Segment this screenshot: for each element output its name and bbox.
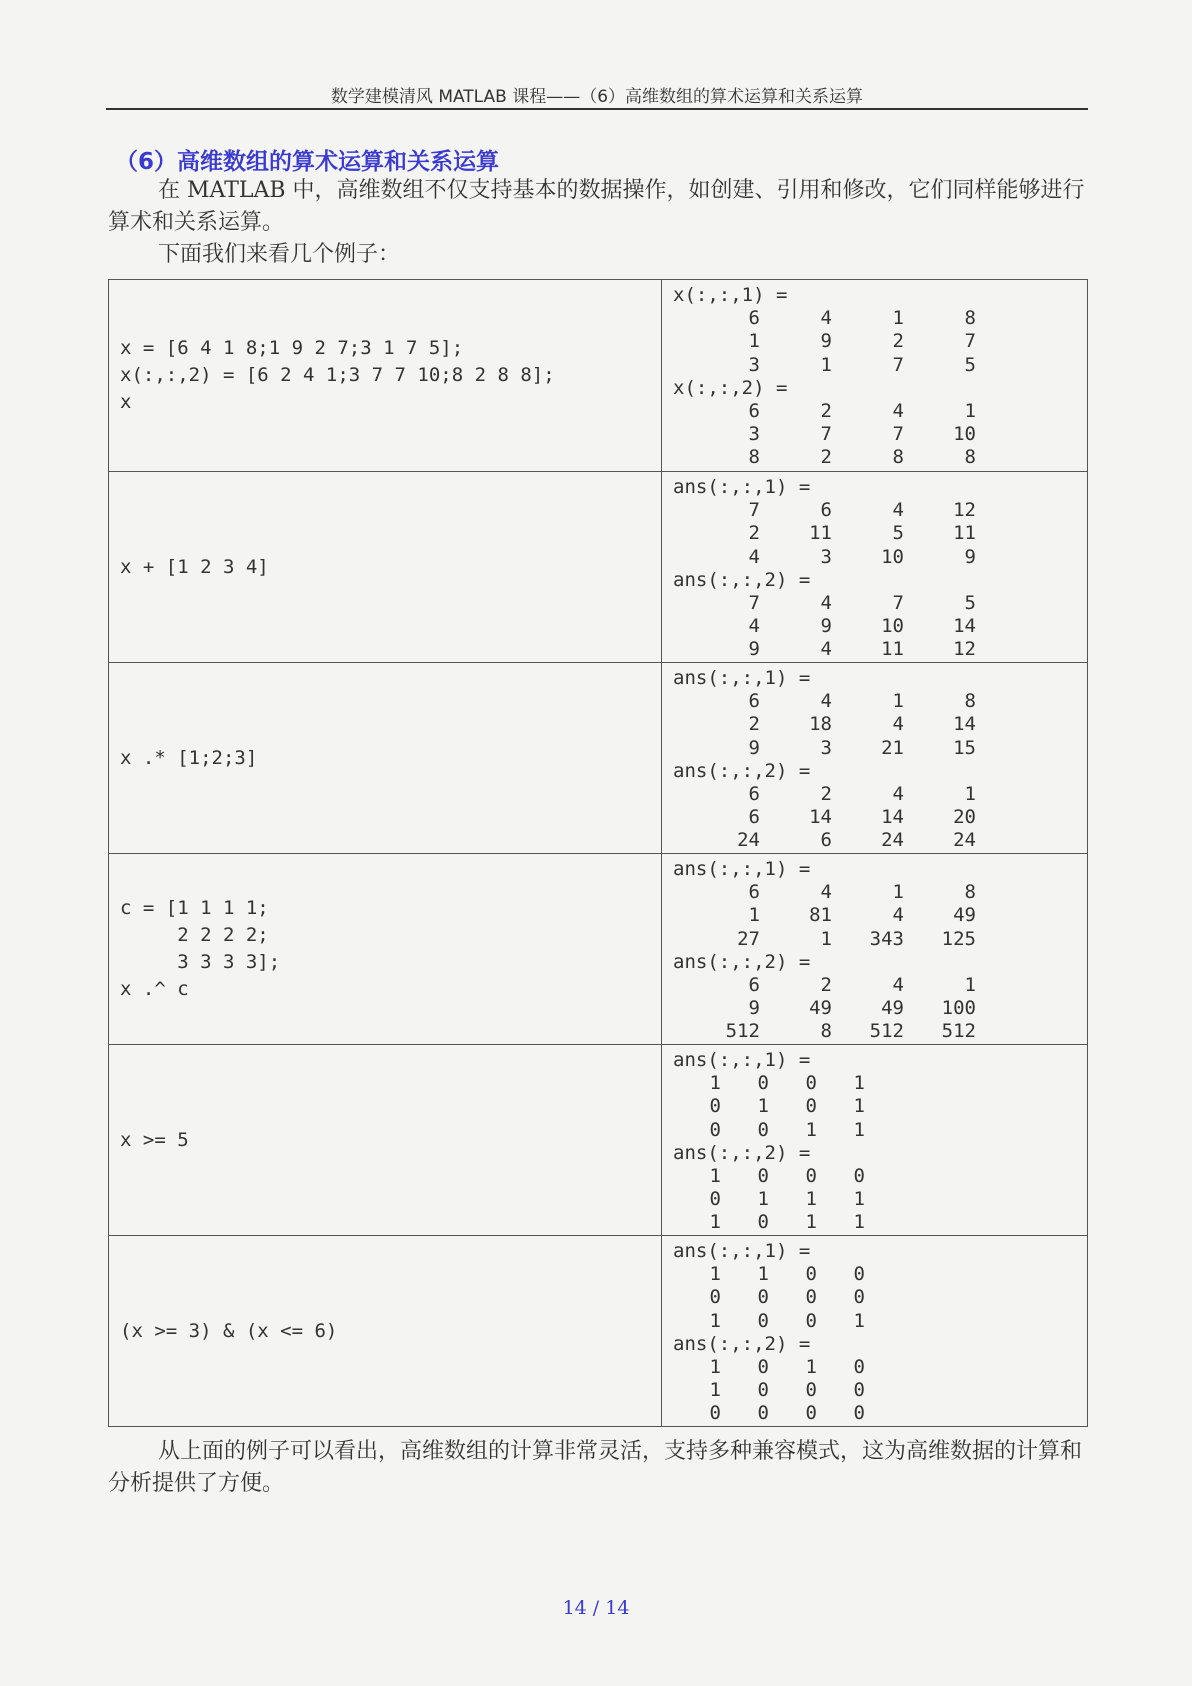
matrix-value: 1 xyxy=(709,1309,721,1332)
matrix-value: 7 xyxy=(820,423,832,446)
matrix-value: 1 xyxy=(709,1263,721,1286)
matrix-value: 1 xyxy=(709,1072,721,1095)
matrix-value: 0 xyxy=(709,1095,721,1118)
example-code: x + [1 2 3 4] xyxy=(109,472,662,662)
matrix-value: 4 xyxy=(748,615,760,638)
intro-paragraph-text: 在 MATLAB 中，高维数组不仅支持基本的数据操作，如创建、引用和修改，它们同样能够进行算术和关系运算。 xyxy=(108,178,1085,235)
matrix-value: 14 xyxy=(953,713,976,736)
matrix-value: 4 xyxy=(748,545,760,568)
matrix-value: 9 xyxy=(748,638,760,661)
matrix-value: 6 xyxy=(748,307,760,330)
matrix-value: 49 xyxy=(881,997,904,1020)
example-code: x >= 5 xyxy=(109,1045,662,1235)
output-page-label: ans(:,:,2) = xyxy=(673,568,811,591)
matrix-value: 5 xyxy=(964,592,976,615)
running-header: 数学建模清风 MATLAB 课程——（6）高维数组的算术运算和关系运算 xyxy=(330,87,864,107)
matrix-value: 4 xyxy=(892,713,904,736)
matrix-value: 1 xyxy=(853,1211,865,1234)
matrix-value: 0 xyxy=(853,1165,865,1188)
matrix-value: 15 xyxy=(953,736,976,759)
matrix-value: 12 xyxy=(953,499,976,522)
matrix-value: 6 xyxy=(748,690,760,713)
matrix-value: 4 xyxy=(820,881,832,904)
matrix-value: 8 xyxy=(964,881,976,904)
matrix-value: 0 xyxy=(757,1072,769,1095)
matrix-row xyxy=(673,1356,1087,1379)
matrix-value: 0 xyxy=(853,1286,865,1309)
matrix-row xyxy=(673,446,1087,469)
matrix-value: 9 xyxy=(748,997,760,1020)
output-page-label: ans(:,:,2) = xyxy=(673,1332,811,1355)
matrix-value: 0 xyxy=(805,1095,817,1118)
output-page-label: ans(:,:,2) = xyxy=(673,759,811,782)
matrix-value: 24 xyxy=(881,829,904,852)
matrix-value: 81 xyxy=(809,904,832,927)
matrix-value: 1 xyxy=(757,1095,769,1118)
matrix-value: 125 xyxy=(941,927,976,950)
matrix-row xyxy=(673,330,1087,353)
example-code: (x >= 3) & (x <= 6) xyxy=(109,1236,662,1426)
matrix-value: 1 xyxy=(748,330,760,353)
example-row xyxy=(109,471,1087,662)
matrix-value: 1 xyxy=(748,904,760,927)
matrix-value: 0 xyxy=(709,1402,721,1425)
matrix-value: 9 xyxy=(964,545,976,568)
matrix-value: 14 xyxy=(809,806,832,829)
matrix-value: 0 xyxy=(805,1263,817,1286)
matrix-value: 8 xyxy=(748,446,760,469)
matrix-value: 0 xyxy=(757,1356,769,1379)
matrix-row xyxy=(673,1020,1087,1043)
matrix-value: 10 xyxy=(953,423,976,446)
matrix-value: 1 xyxy=(709,1165,721,1188)
matrix-value: 0 xyxy=(709,1188,721,1211)
matrix-value: 0 xyxy=(805,1286,817,1309)
matrix-value: 0 xyxy=(757,1165,769,1188)
matrix-value: 0 xyxy=(805,1309,817,1332)
matrix-value: 3 xyxy=(748,353,760,376)
matrix-value: 1 xyxy=(709,1211,721,1234)
matrix-row xyxy=(673,783,1087,806)
matrix-value: 2 xyxy=(820,783,832,806)
matrix-value: 21 xyxy=(881,736,904,759)
example-output xyxy=(662,1045,1087,1235)
matrix-value: 2 xyxy=(820,974,832,997)
matrix-value: 0 xyxy=(757,1402,769,1425)
output-page-label: ans(:,:,1) = xyxy=(673,476,811,498)
matrix-value: 5 xyxy=(964,353,976,376)
example-row xyxy=(109,662,1087,853)
matrix-row xyxy=(673,1095,1087,1118)
matrix-value: 4 xyxy=(820,592,832,615)
matrix-row xyxy=(673,974,1087,997)
matrix-row xyxy=(673,1310,1087,1333)
matrix-row xyxy=(673,1402,1087,1425)
matrix-row xyxy=(673,615,1087,638)
matrix-value: 8 xyxy=(964,307,976,330)
matrix-value: 5 xyxy=(892,522,904,545)
output-page-label: ans(:,:,1) = xyxy=(673,1049,811,1071)
matrix-value: 1 xyxy=(853,1188,865,1211)
matrix-value: 4 xyxy=(892,499,904,522)
intro-paragraph xyxy=(108,175,1088,239)
matrix-value: 1 xyxy=(709,1379,721,1402)
matrix-value: 9 xyxy=(748,736,760,759)
matrix-row xyxy=(673,881,1087,904)
matrix-value: 4 xyxy=(892,783,904,806)
matrix-row xyxy=(673,522,1087,545)
matrix-value: 0 xyxy=(757,1211,769,1234)
matrix-value: 2 xyxy=(820,446,832,469)
matrix-value: 1 xyxy=(853,1309,865,1332)
example-output xyxy=(662,472,1087,662)
matrix-value: 512 xyxy=(941,1020,976,1043)
matrix-value: 0 xyxy=(757,1118,769,1141)
matrix-row xyxy=(673,1286,1087,1309)
matrix-value: 512 xyxy=(725,1020,760,1043)
matrix-value: 1 xyxy=(853,1095,865,1118)
matrix-value: 1 xyxy=(820,927,832,950)
matrix-value: 2 xyxy=(892,330,904,353)
matrix-value: 18 xyxy=(809,713,832,736)
matrix-value: 7 xyxy=(748,592,760,615)
matrix-value: 1 xyxy=(853,1118,865,1141)
matrix-value: 8 xyxy=(820,1020,832,1043)
section-title: （6）高维数组的算术运算和关系运算 xyxy=(115,149,500,175)
matrix-value: 8 xyxy=(892,446,904,469)
example-output xyxy=(662,280,1087,471)
matrix-value: 7 xyxy=(892,353,904,376)
matrix-value: 2 xyxy=(748,522,760,545)
matrix-value: 14 xyxy=(881,806,904,829)
matrix-value: 3 xyxy=(748,423,760,446)
matrix-row xyxy=(673,829,1087,852)
matrix-value: 1 xyxy=(805,1188,817,1211)
matrix-row xyxy=(673,1165,1087,1188)
matrix-value: 0 xyxy=(805,1379,817,1402)
matrix-value: 4 xyxy=(892,904,904,927)
matrix-value: 20 xyxy=(953,806,976,829)
matrix-value: 24 xyxy=(737,829,760,852)
examples-table xyxy=(108,279,1088,1427)
output-page-label: ans(:,:,2) = xyxy=(673,950,811,973)
matrix-row xyxy=(673,592,1087,615)
matrix-value: 343 xyxy=(869,927,904,950)
matrix-value: 1 xyxy=(892,690,904,713)
example-code: x .* [1;2;3] xyxy=(109,663,662,853)
matrix-row xyxy=(673,1072,1087,1095)
matrix-row xyxy=(673,713,1087,736)
matrix-value: 1 xyxy=(820,353,832,376)
matrix-value: 27 xyxy=(737,927,760,950)
matrix-row xyxy=(673,928,1087,951)
matrix-row xyxy=(673,499,1087,522)
matrix-value: 0 xyxy=(805,1072,817,1095)
matrix-value: 4 xyxy=(820,307,832,330)
matrix-value: 12 xyxy=(953,638,976,661)
matrix-value: 2 xyxy=(820,400,832,423)
matrix-row xyxy=(673,1119,1087,1142)
conclusion-paragraph-text: 从上面的例子可以看出，高维数组的计算非常灵活，支持多种兼容模式，这为高维数据的计算和分析提供了方便。 xyxy=(108,1439,1083,1496)
matrix-row xyxy=(673,1263,1087,1286)
matrix-value: 1 xyxy=(757,1188,769,1211)
matrix-value: 6 xyxy=(748,400,760,423)
matrix-value: 1 xyxy=(964,974,976,997)
matrix-value: 1 xyxy=(805,1118,817,1141)
matrix-row xyxy=(673,1211,1087,1234)
matrix-value: 1 xyxy=(892,881,904,904)
matrix-value: 7 xyxy=(964,330,976,353)
matrix-value: 1 xyxy=(964,783,976,806)
matrix-value: 9 xyxy=(820,330,832,353)
matrix-value: 1 xyxy=(805,1211,817,1234)
matrix-value: 7 xyxy=(748,499,760,522)
matrix-value: 8 xyxy=(964,690,976,713)
matrix-row xyxy=(673,1379,1087,1402)
matrix-value: 4 xyxy=(892,974,904,997)
matrix-row xyxy=(673,690,1087,713)
example-row xyxy=(109,1044,1087,1235)
output-page-label: ans(:,:,1) = xyxy=(673,1240,811,1262)
matrix-value: 0 xyxy=(805,1165,817,1188)
matrix-value: 9 xyxy=(820,615,832,638)
matrix-value: 100 xyxy=(941,997,976,1020)
output-page-label: x(:,:,1) = xyxy=(673,284,788,306)
example-output xyxy=(662,663,1087,853)
matrix-value: 512 xyxy=(869,1020,904,1043)
matrix-value: 49 xyxy=(953,904,976,927)
page-number: 14 / 14 xyxy=(562,1597,630,1619)
matrix-value: 7 xyxy=(892,592,904,615)
matrix-row xyxy=(673,638,1087,661)
matrix-value: 0 xyxy=(709,1118,721,1141)
matrix-value: 1 xyxy=(892,307,904,330)
conclusion-paragraph xyxy=(108,1436,1088,1500)
matrix-row xyxy=(673,423,1087,446)
matrix-value: 7 xyxy=(892,423,904,446)
example-row xyxy=(109,280,1087,471)
matrix-value: 0 xyxy=(805,1402,817,1425)
output-page-label: ans(:,:,1) = xyxy=(673,858,811,880)
matrix-value: 4 xyxy=(892,400,904,423)
matrix-value: 11 xyxy=(881,638,904,661)
output-page-label: x(:,:,2) = xyxy=(673,376,788,399)
matrix-value: 1 xyxy=(964,400,976,423)
example-output xyxy=(662,1236,1087,1426)
output-page-label: ans(:,:,1) = xyxy=(673,667,811,689)
header-rule xyxy=(106,108,1088,110)
example-row xyxy=(109,853,1087,1044)
matrix-value: 11 xyxy=(953,522,976,545)
matrix-value: 3 xyxy=(820,736,832,759)
matrix-value: 0 xyxy=(853,1379,865,1402)
matrix-value: 6 xyxy=(748,806,760,829)
matrix-row xyxy=(673,307,1087,330)
example-code: x = [6 4 1 8;1 9 2 7;3 1 7 5]; x(:,:,2) = [6 2 4 1;3 7 7 10;8 2 8 8]; x xyxy=(109,280,662,471)
matrix-value: 10 xyxy=(881,545,904,568)
matrix-value: 6 xyxy=(748,783,760,806)
matrix-row xyxy=(673,997,1087,1020)
example-row xyxy=(109,1235,1087,1426)
matrix-row xyxy=(673,546,1087,569)
matrix-value: 1 xyxy=(805,1356,817,1379)
matrix-value: 6 xyxy=(820,499,832,522)
matrix-value: 1 xyxy=(709,1356,721,1379)
matrix-value: 49 xyxy=(809,997,832,1020)
matrix-value: 0 xyxy=(757,1309,769,1332)
matrix-row xyxy=(673,354,1087,377)
matrix-value: 8 xyxy=(964,446,976,469)
matrix-value: 6 xyxy=(748,974,760,997)
matrix-value: 2 xyxy=(748,713,760,736)
example-code: c = [1 1 1 1; 2 2 2 2; 3 3 3 3]; x .^ c xyxy=(109,854,662,1044)
matrix-row xyxy=(673,737,1087,760)
matrix-value: 0 xyxy=(853,1356,865,1379)
matrix-row xyxy=(673,904,1087,927)
matrix-row xyxy=(673,1188,1087,1211)
matrix-value: 1 xyxy=(757,1263,769,1286)
matrix-value: 6 xyxy=(748,881,760,904)
matrix-value: 3 xyxy=(820,545,832,568)
matrix-value: 0 xyxy=(757,1286,769,1309)
matrix-row xyxy=(673,806,1087,829)
matrix-value: 4 xyxy=(820,638,832,661)
example-output xyxy=(662,854,1087,1044)
examples-intro xyxy=(108,239,1088,271)
matrix-value: 10 xyxy=(881,615,904,638)
matrix-value: 4 xyxy=(820,690,832,713)
matrix-value: 11 xyxy=(809,522,832,545)
matrix-value: 1 xyxy=(853,1072,865,1095)
matrix-row xyxy=(673,400,1087,423)
matrix-value: 0 xyxy=(757,1379,769,1402)
examples-intro-text: 下面我们来看几个例子： xyxy=(158,242,401,267)
matrix-value: 24 xyxy=(953,829,976,852)
matrix-value: 0 xyxy=(853,1263,865,1286)
matrix-value: 14 xyxy=(953,615,976,638)
output-page-label: ans(:,:,2) = xyxy=(673,1141,811,1164)
matrix-value: 0 xyxy=(709,1286,721,1309)
matrix-value: 0 xyxy=(853,1402,865,1425)
matrix-value: 6 xyxy=(820,829,832,852)
